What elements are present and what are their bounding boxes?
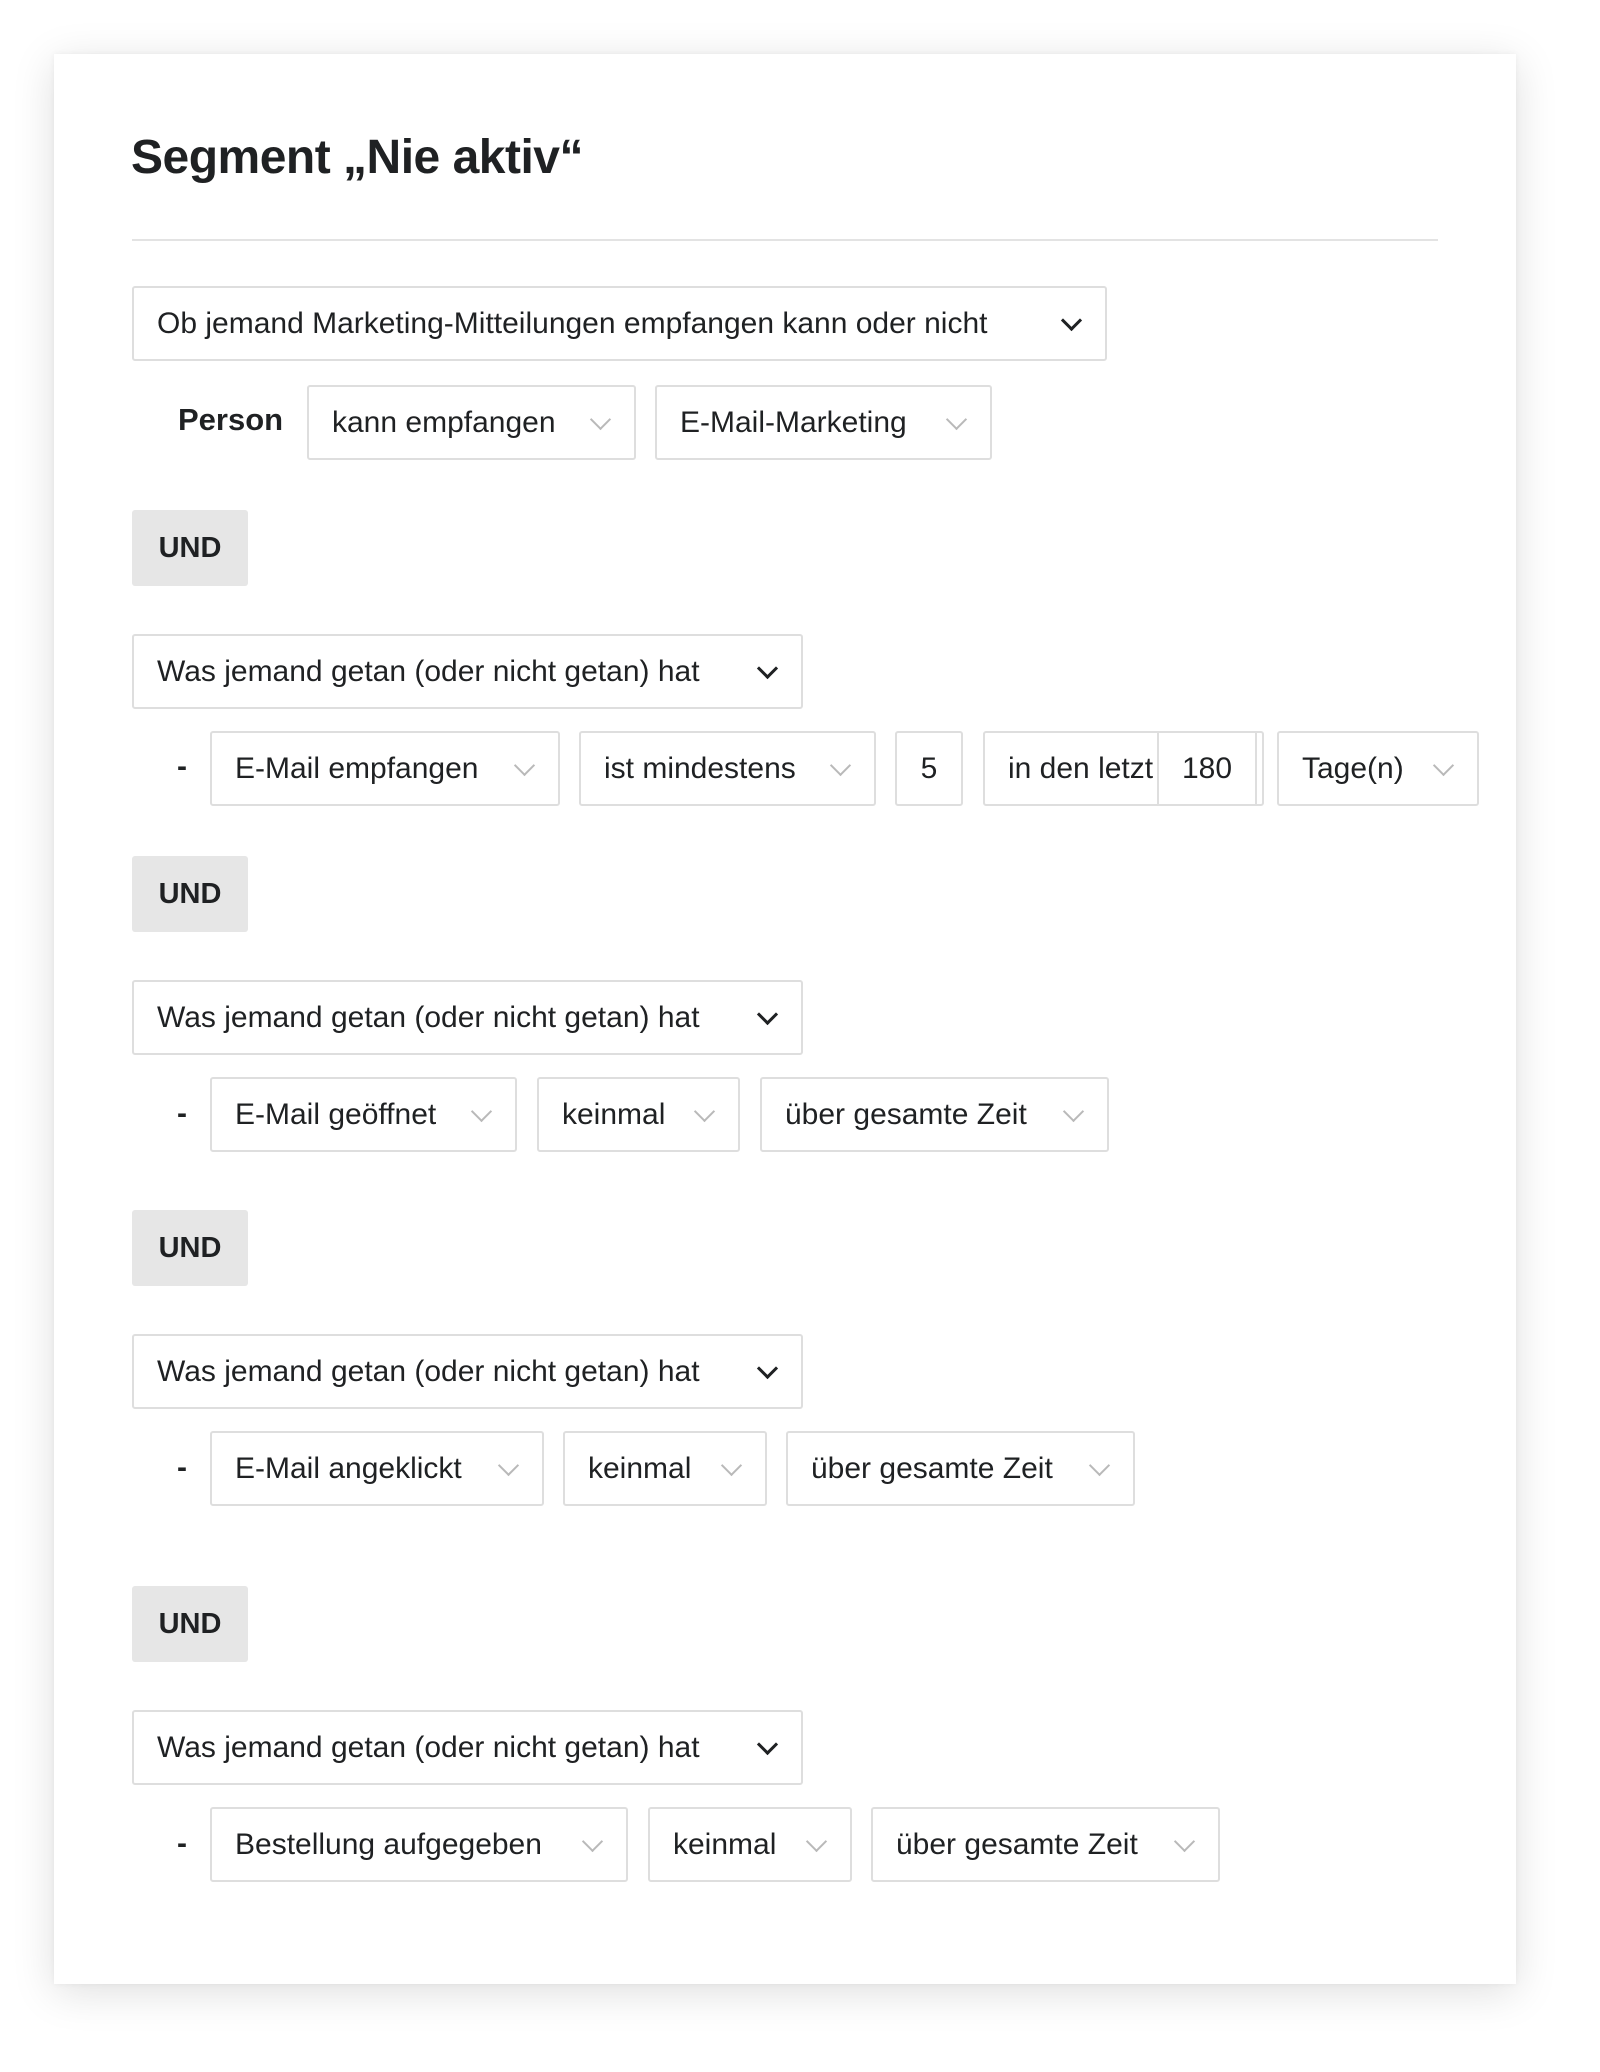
metric-value: Bestellung aufgegeben (235, 1827, 542, 1861)
und-connector[interactable]: UND (132, 1586, 248, 1662)
condition-type-select[interactable] (132, 980, 803, 1055)
und-connector[interactable]: UND (132, 510, 248, 586)
condition-type-select[interactable] (132, 1710, 803, 1785)
timeframe-value: über gesamte Zeit (785, 1097, 1027, 1131)
frequency-select[interactable] (648, 1807, 852, 1882)
condition-prefix-label: Person (178, 402, 284, 437)
chevron-down-icon (1061, 309, 1082, 330)
channel-select[interactable] (655, 385, 992, 460)
chevron-down-icon (514, 754, 535, 775)
chevron-down-icon (1089, 1454, 1110, 1475)
row-dash: - (177, 1097, 187, 1130)
chevron-down-icon (946, 408, 967, 429)
chevron-down-icon (471, 1100, 492, 1121)
chevron-down-icon (721, 1454, 742, 1475)
consent-status-value: kann empfangen (332, 405, 556, 439)
frequency-value: keinmal (562, 1097, 666, 1131)
chevron-down-icon (1063, 1100, 1084, 1121)
timeframe-select[interactable] (786, 1431, 1135, 1506)
chevron-down-icon (694, 1100, 715, 1121)
chevron-down-icon (757, 657, 778, 678)
metric-select[interactable] (210, 1431, 544, 1506)
timeframe-select[interactable] (760, 1077, 1109, 1152)
und-connector[interactable]: UND (132, 1210, 248, 1286)
condition-type-select[interactable] (132, 634, 803, 709)
frequency-select[interactable] (537, 1077, 740, 1152)
metric-value: E-Mail geöffnet (235, 1097, 437, 1131)
chevron-down-icon (1433, 754, 1454, 775)
timeframe-value: in den letzt (1008, 751, 1154, 785)
condition-type-label: Was jemand getan (oder nicht getan) hat (157, 1000, 700, 1034)
chevron-down-icon (1174, 1830, 1195, 1851)
condition-type-select[interactable] (132, 1334, 803, 1409)
metric-value: E-Mail angeklickt (235, 1451, 462, 1485)
metric-value: E-Mail empfangen (235, 751, 479, 785)
segment-title: Segment „Nie aktiv“ (131, 131, 583, 184)
frequency-select[interactable] (563, 1431, 767, 1506)
timeframe-value: über gesamte Zeit (811, 1451, 1053, 1485)
condition-type-label: Was jemand getan (oder nicht getan) hat (157, 654, 700, 688)
chevron-down-icon (806, 1830, 827, 1851)
condition-type-select[interactable] (132, 286, 1107, 361)
row-dash: - (177, 750, 187, 783)
title-divider (132, 239, 1438, 241)
days-input[interactable]: 180 (1157, 733, 1257, 804)
frequency-value: keinmal (673, 1827, 777, 1861)
condition-type-label: Was jemand getan (oder nicht getan) hat (157, 1730, 700, 1764)
chevron-down-icon (757, 1003, 778, 1024)
frequency-value: keinmal (588, 1451, 692, 1485)
metric-select[interactable] (210, 1077, 517, 1152)
condition-type-label: Was jemand getan (oder nicht getan) hat (157, 1354, 700, 1388)
count-input[interactable]: 5 (895, 731, 963, 806)
row-dash: - (177, 1827, 187, 1860)
condition-type-label: Ob jemand Marketing-Mitteilungen empfangen kann oder nicht (157, 306, 988, 340)
consent-status-select[interactable] (307, 385, 636, 460)
chevron-down-icon (830, 754, 851, 775)
channel-value: E-Mail-Marketing (680, 405, 907, 439)
chevron-down-icon (757, 1357, 778, 1378)
operator-select[interactable] (579, 731, 876, 806)
metric-select[interactable] (210, 1807, 628, 1882)
chevron-down-icon (498, 1454, 519, 1475)
row-dash: - (177, 1451, 187, 1484)
operator-value: ist mindestens (604, 751, 796, 785)
chevron-down-icon (582, 1830, 603, 1851)
timeframe-select[interactable] (871, 1807, 1220, 1882)
time-unit-select[interactable] (1277, 731, 1479, 806)
chevron-down-icon (590, 408, 611, 429)
timeframe-value: über gesamte Zeit (896, 1827, 1138, 1861)
chevron-down-icon (757, 1733, 778, 1754)
und-connector[interactable]: UND (132, 856, 248, 932)
time-unit-value: Tage(n) (1302, 751, 1404, 785)
metric-select[interactable] (210, 731, 560, 806)
